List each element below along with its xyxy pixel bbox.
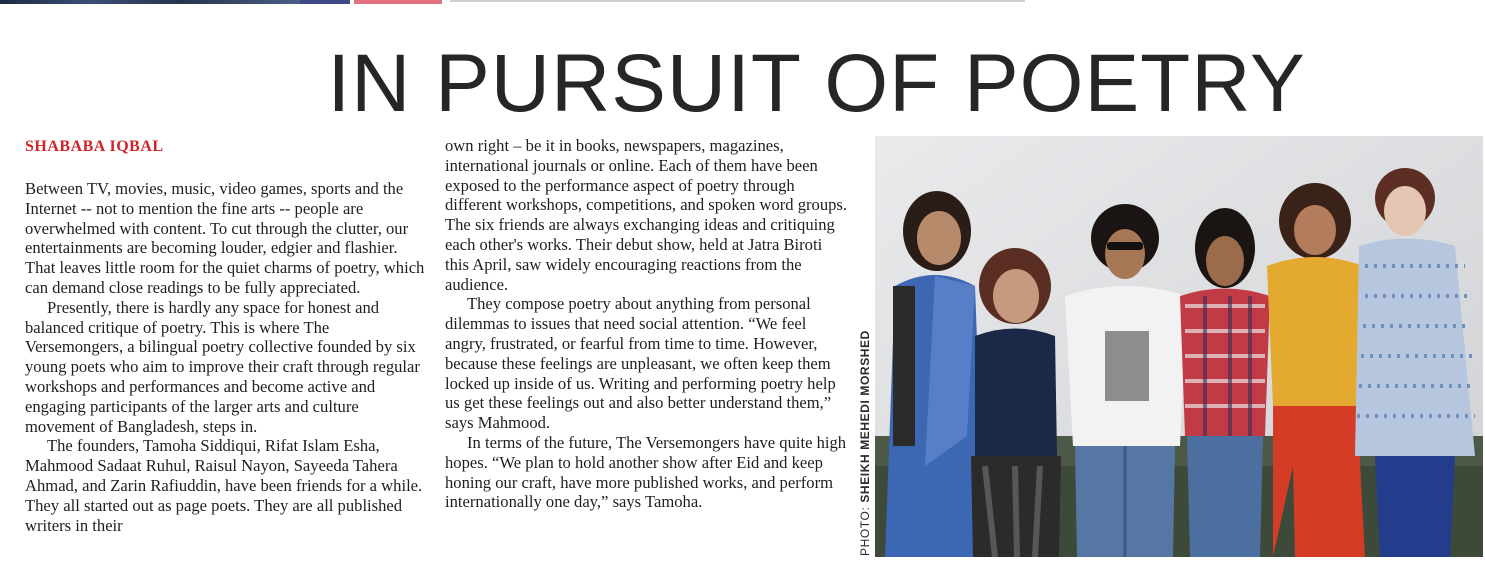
byline: SHABABA IQBAL <box>25 138 164 155</box>
strip-image-1 <box>0 0 300 4</box>
previous-article-strip <box>0 0 1485 6</box>
strip-image-2 <box>300 0 350 4</box>
paragraph: Presently, there is hardly any space for honest and balanced critique of poetry. This is where The Versemongers, a bilingual poetry collective founded by six young poets who aim to improve their craft through regular workshops and performances and become active and engaging participants of the larger arts and culture movement of Bangladesh, steps in. <box>25 297 420 436</box>
group-photo-illustration <box>875 136 1483 557</box>
paragraph: The founders, Tamoha Siddiqui, Rifat Islam Esha, Mahmood Sadaat Ruhul, Raisul Nayon, Sayeeda Tahera Ahmad, and Zarin Rafiuddin, have been friends for a while. They all started out as page poets. They are all published writers in their <box>25 436 423 535</box>
paragraph: Between TV, movies, music, video games, sports and the Internet -- not to mention the fine arts -- people are overwhelmed with content. To cut through the clutter, our entertainments are becoming louder, edgier and flashier. That leaves little room for the quiet charms of poetry, which can demand close readings to be fully appreciated. <box>25 179 425 297</box>
headline: IN PURSUIT OF POETRY <box>327 38 1306 129</box>
group-photo <box>875 136 1483 557</box>
photo-credit-name: SHEIKH MEHEDI MORSHED <box>858 330 872 503</box>
article-column-2 <box>445 136 850 512</box>
paragraph: In terms of the future, The Versemongers have quite high hopes. “We plan to hold another show after Eid and keep honing our craft, have more published works, and perform internationally one day,” says Tamoha. <box>445 432 847 512</box>
article-column-1 <box>25 179 425 535</box>
strip-image-3 <box>354 0 442 4</box>
photo-credit <box>858 296 872 556</box>
strip-text-remnant <box>450 0 1025 2</box>
paragraph: own right – be it in books, newspapers, magazines, international journals or online. Each of them have been exposed to the performance aspect of poetry through different workshops, competitions, and spoken word groups. The six friends are always exchanging ideas and critiquing each other's works. Their debut show, held at Jatra Biroti this April, saw widely encouraging reactions from the audience. <box>445 136 848 294</box>
photo-credit-prefix: PHOTO: <box>858 502 872 556</box>
person-2 <box>971 248 1061 557</box>
paragraph: They compose poetry about anything from personal dilemmas to issues that need social attention. “We feel angry, frustrated, or fearful from time to time. However, because these feelings are unpleasant, we often keep them locked up inside of us. Writing and performing poetry help us get these feelings out and also better understand them,” says Mahmood. <box>445 294 836 433</box>
